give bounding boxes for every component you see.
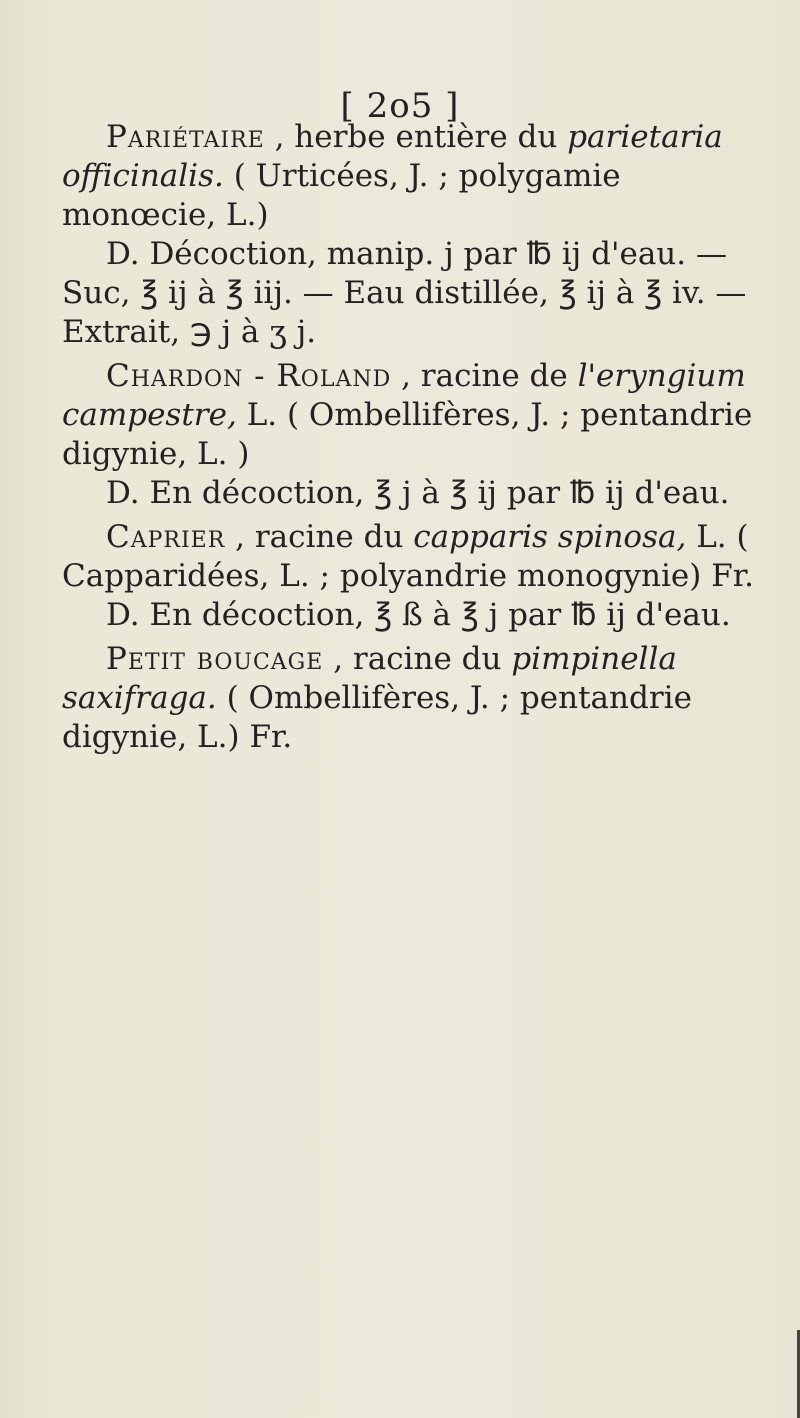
entry-latin-name: l'eryngium campestre, [62,358,746,433]
entry-latin-name: pimpinella saxifraga. [62,641,677,716]
entry-description [62,640,762,757]
entry-name: Chardon - Roland [106,358,392,394]
entry-classification: ( Ombellifères, J. ; pentandrie digynie, L.) Fr. [62,680,692,755]
entry-classification: L. ( Capparidées, L. ; polyandrie monogynie) Fr. [62,519,755,594]
entry-parietaire [62,118,762,352]
entry-caprier [62,518,762,635]
entry-classification: L. ( Ombellifères, J. ; pentandrie digynie, L. ) [62,397,753,472]
page-number: [ 2o5 ] [340,86,460,126]
entry-intro: , herbe entière du [274,119,558,155]
entry-classification: ( Urticées, J. ; polygamie monœcie, L.) [62,158,621,233]
entry-latin-name: parietaria officinalis. [62,119,723,194]
entry-intro: , racine de [401,358,568,394]
entry-intro: , racine du [235,519,404,555]
entry-dosage: D. En décoction, ℥ j à ℥ ij par ℔ ij d'eau. [106,475,730,511]
entry-description [62,118,762,235]
entry-chardon-roland [62,357,762,513]
entry-petit-boucage [62,640,762,757]
entry-intro: , racine du [333,641,502,677]
entry-dosage: D. En décoction, ℥ ß à ℥ j par ℔ ij d'eau. [106,597,731,633]
entry-name: Petit boucage [106,641,324,677]
entry-description [62,357,762,474]
entry-description [62,518,762,596]
page-body [62,118,762,762]
entry-name: Caprier [106,519,226,555]
entry-name: Pariétaire [106,119,265,155]
entry-dosage: D. Décoction, manip. j par ℔ ij d'eau. — Suc, ℥ ij à ℥ iij. — Eau distillée, ℥ ij à ℥ iv. — Extrait, ℈ j à ʒ j. [62,236,747,350]
entry-latin-name: capparis spinosa, [413,519,687,555]
